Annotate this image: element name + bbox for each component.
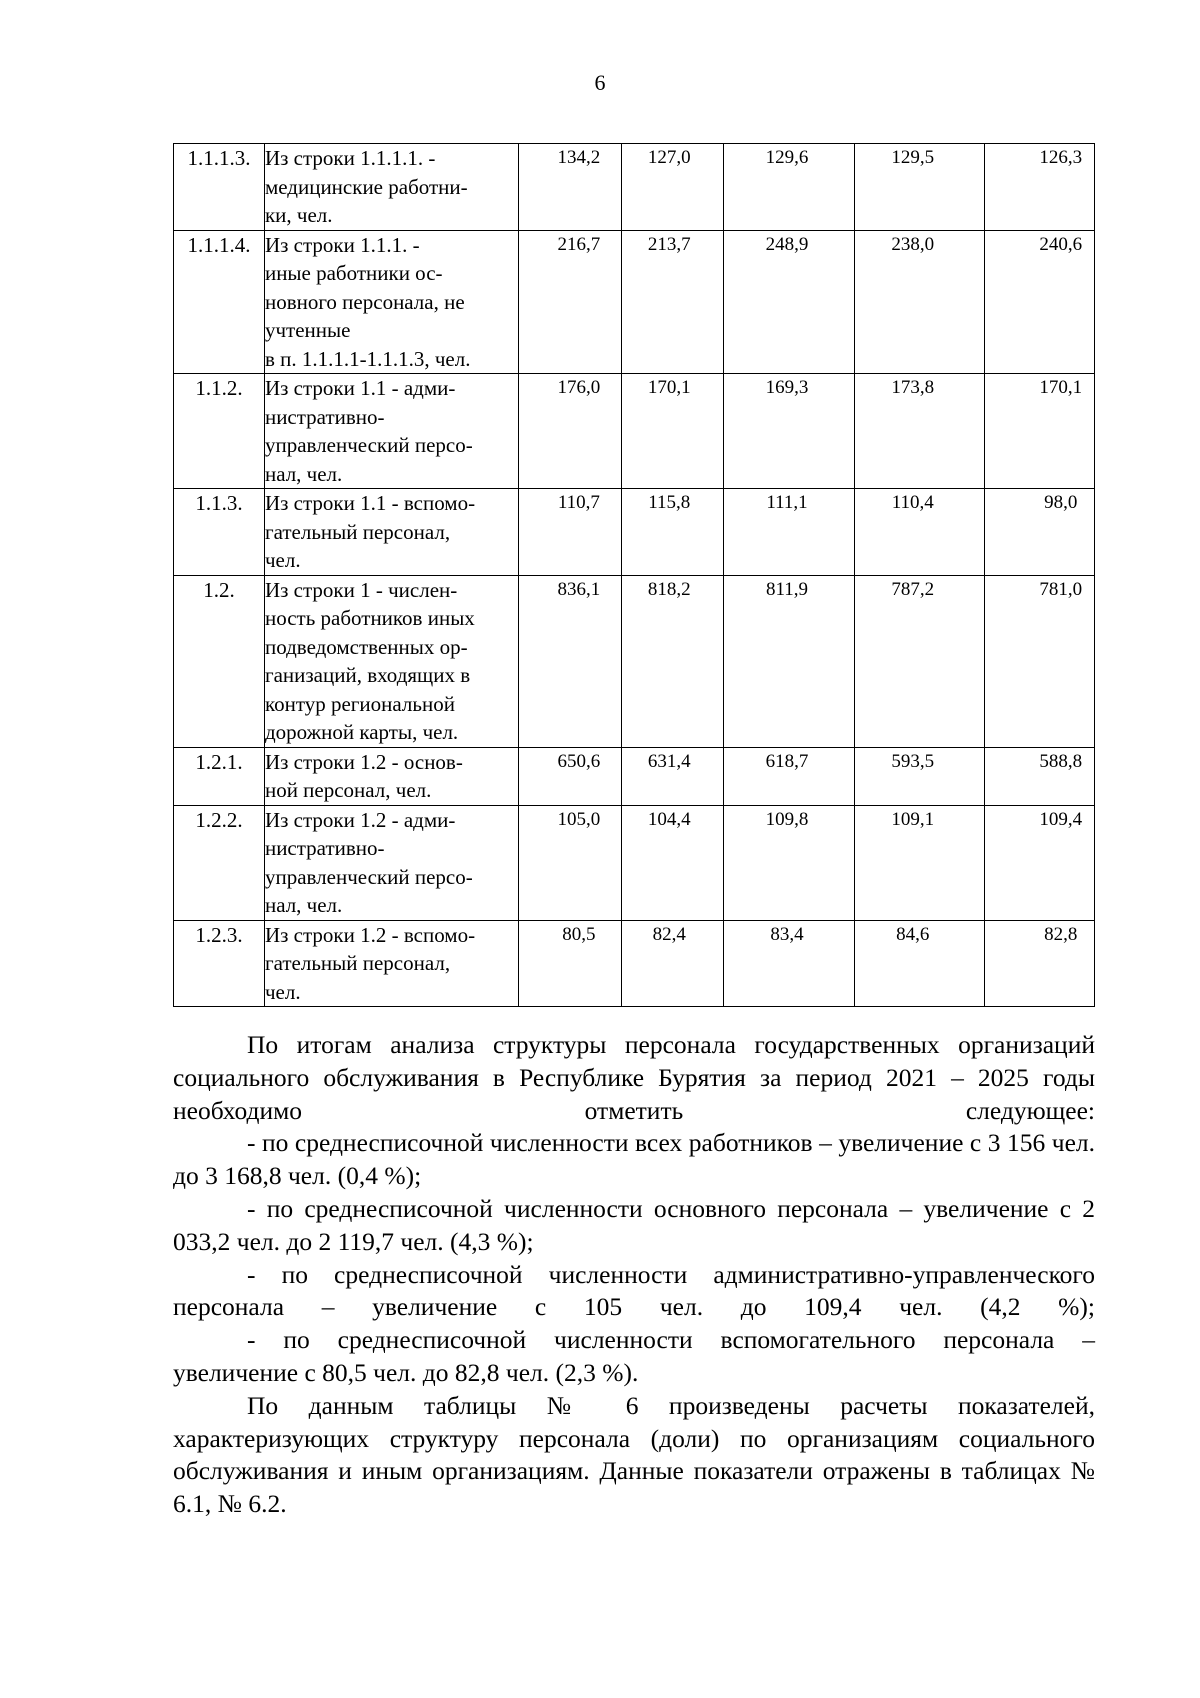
description-line: Из строки 1.1.1. - [264, 232, 420, 257]
description-line: Из строки 1.1 - адми- [264, 376, 456, 400]
value-cell: 176,0 [519, 374, 621, 489]
value-cell: 80,5 [519, 920, 621, 1007]
paragraph: - по среднесписочной численности административно-управленческого персонала – увеличение с 105 чел. до 109,4 чел. (4,2 %); [173, 1259, 1095, 1322]
description-line: гательный персонал, [264, 519, 451, 544]
description-line: Из строки 1.1 - вспомо- [264, 491, 476, 515]
value-cell: 84,6 [855, 920, 985, 1007]
description-line: Из строки 1.2 - основ- [264, 749, 463, 774]
value-cell: 115,8 [621, 489, 723, 576]
description-line: Из строки 1 - числен- [264, 577, 458, 602]
value-cell: 213,7 [621, 230, 723, 374]
value-cell: 82,8 [985, 920, 1095, 1007]
personnel-table [173, 143, 1095, 1007]
row-description [264, 230, 518, 374]
value-cell: 104,4 [621, 805, 723, 920]
description-line: чел. [264, 548, 301, 572]
table-row [174, 374, 1095, 489]
row-description [264, 747, 518, 805]
row-number: 1.1.2. [174, 374, 265, 489]
value-cell: 593,5 [855, 747, 985, 805]
table-row [174, 920, 1095, 1007]
description-line: гательный персонал, [264, 951, 451, 975]
value-cell: 169,3 [723, 374, 854, 489]
description-line: контур региональной [264, 691, 455, 716]
table-row [174, 489, 1095, 576]
value-cell: 109,4 [985, 805, 1095, 920]
description-line: управленческий персо- [264, 433, 473, 457]
description-line: ки, чел. [264, 203, 333, 227]
value-cell: 216,7 [519, 230, 621, 374]
value-cell: 134,2 [519, 144, 621, 231]
row-number: 1.2.2. [174, 805, 265, 920]
description-line: подведомственных ор- [264, 634, 468, 659]
row-number: 1.2.1. [174, 747, 265, 805]
value-cell: 98,0 [985, 489, 1095, 576]
value-cell: 836,1 [519, 575, 621, 747]
row-number: 1.1.1.3. [174, 144, 265, 231]
table-row [174, 805, 1095, 920]
row-description [264, 920, 518, 1007]
table-row [174, 575, 1095, 747]
value-cell: 110,7 [519, 489, 621, 576]
table-row [174, 230, 1095, 374]
row-description [264, 144, 518, 231]
row-number: 1.1.1.4. [174, 230, 265, 374]
value-cell: 127,0 [621, 144, 723, 231]
value-cell: 82,4 [621, 920, 723, 1007]
paragraph: По данным таблицы № 6 произведены расчеты показателей, характеризующих структуру персонала (доли) по организациям социального обслуживания и иным организациям. Данные показатели отражены в таблицах № 6.1, № 6.2. [173, 1390, 1095, 1519]
body-text [173, 1029, 1095, 1521]
value-cell: 248,9 [723, 230, 854, 374]
value-cell: 129,6 [723, 144, 854, 231]
paragraph: - по среднесписочной численности всех работников – увеличение с 3 156 чел. до 3 168,8 чел. (0,4 %); [173, 1128, 1095, 1191]
table-row [174, 747, 1095, 805]
paragraph: По итогам анализа структуры персонала государственных организаций социального обслуживания в Республике Бурятия за период 2021 – 2025 годы необходимо отметить следующее: [173, 1030, 1095, 1125]
value-cell: 170,1 [985, 374, 1095, 489]
value-cell: 631,4 [621, 747, 723, 805]
row-number: 1.2.3. [174, 920, 265, 1007]
description-line: ганизаций, входящих в [264, 663, 471, 687]
description-line: управленческий персо- [264, 864, 473, 889]
description-line: ной персонал, чел. [264, 778, 432, 802]
value-cell: 173,8 [855, 374, 985, 489]
table-row [174, 144, 1095, 231]
description-line: в п. 1.1.1.1-1.1.1.3, чел. [264, 346, 471, 371]
value-cell: 618,7 [723, 747, 854, 805]
value-cell: 83,4 [723, 920, 854, 1007]
row-description [264, 374, 518, 489]
row-description [264, 805, 518, 920]
value-cell: 811,9 [723, 575, 854, 747]
description-line: нал, чел. [264, 893, 343, 917]
description-line: новного персонала, не [264, 289, 465, 314]
description-line: нал, чел. [264, 461, 343, 486]
value-cell: 588,8 [985, 747, 1095, 805]
row-description [264, 489, 518, 576]
value-cell: 650,6 [519, 747, 621, 805]
value-cell: 109,1 [855, 805, 985, 920]
description-line: Из строки 1.1.1.1. - [264, 146, 436, 170]
value-cell: 170,1 [621, 374, 723, 489]
description-line: нистративно- [264, 836, 385, 860]
description-line: ность работников иных [264, 606, 475, 630]
description-line: иные работники ос- [264, 261, 443, 285]
paragraph: - по среднесписочной численности вспомогательного персонала – увеличение с 80,5 чел. до 82,8 чел. (2,3 %). [173, 1325, 1095, 1387]
description-line: Из строки 1.2 - вспомо- [264, 922, 476, 947]
description-line: дорожной карты, чел. [264, 720, 459, 744]
value-cell: 110,4 [855, 489, 985, 576]
value-cell: 781,0 [985, 575, 1095, 747]
value-cell: 240,6 [985, 230, 1095, 374]
value-cell: 129,5 [855, 144, 985, 231]
value-cell: 111,1 [723, 489, 854, 576]
description-line: чел. [264, 979, 301, 1004]
value-cell: 787,2 [855, 575, 985, 747]
description-line: Из строки 1.2 - адми- [264, 807, 456, 832]
page-number: 6 [594, 70, 606, 95]
value-cell: 105,0 [519, 805, 621, 920]
row-description [264, 575, 518, 747]
value-cell: 238,0 [855, 230, 985, 374]
value-cell: 818,2 [621, 575, 723, 747]
description-line: медицинские работни- [264, 174, 468, 199]
description-line: нистративно- [264, 404, 385, 429]
paragraph: - по среднесписочной численности основного персонала – увеличение с 2 033,2 чел. до 2 119,7 чел. (4,3 %); [173, 1193, 1095, 1256]
description-line: учтенные [264, 318, 351, 342]
row-number: 1.1.3. [174, 489, 265, 576]
value-cell: 126,3 [985, 144, 1095, 231]
row-number: 1.2. [174, 575, 265, 747]
value-cell: 109,8 [723, 805, 854, 920]
